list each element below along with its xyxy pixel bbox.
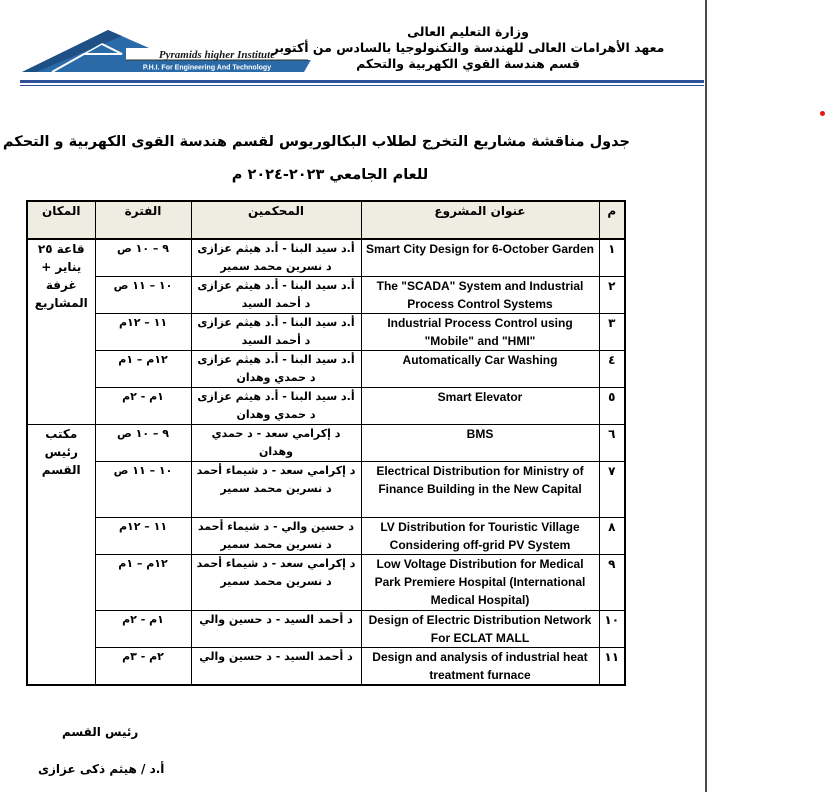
judges-line-1: د إكرامي سعد - د شيماء أحمد (196, 557, 356, 570)
institute-name: معهد الأهرامات العالى للهندسة والتكنولوجيا بالسادس من أكتوبر (271, 40, 665, 55)
judges-line-2: د نسرين محمد سمير (220, 482, 332, 495)
red-marker-dot (820, 111, 825, 116)
location-cell (27, 425, 95, 686)
judges-cell (191, 425, 361, 462)
judges-cell (191, 277, 361, 314)
signature-role: رئيس القسم (62, 725, 139, 739)
judges-line-2: وهدان (259, 445, 293, 458)
judges-line-2: د أحمد السيد (241, 334, 311, 347)
col-header-time: الفترة (95, 201, 191, 239)
time-slot: ١م - ٢م (95, 388, 191, 425)
col-header-num: م (599, 201, 625, 239)
row-number: ٧ (599, 462, 625, 518)
table-row (27, 351, 625, 388)
time-slot: ١١ – ١٢م (95, 518, 191, 555)
table-row (27, 314, 625, 351)
schedule-table (26, 200, 626, 686)
judges-cell (191, 462, 361, 518)
judges-line-2: د نسرين محمد سمير (220, 260, 332, 273)
col-header-place: المكان (27, 201, 95, 239)
document-title: جدول مناقشة مشاريع التخرج لطلاب البكالوريوس لقسم هندسة القوى الكهربية و التحكم (2, 134, 630, 150)
judges-line-1: د أحمد السيد - د حسين والي (199, 650, 353, 663)
judges-line-2: د نسرين محمد سمير (220, 575, 332, 588)
project-title: Industrial Process Control using "Mobile" and "HMI" (361, 314, 599, 351)
project-title: Electrical Distribution for Ministry of Finance Building in the New Capital (361, 462, 599, 518)
table-row (27, 648, 625, 686)
page-edge-divider (705, 0, 707, 792)
judges-line-2: د أحمد السيد (241, 297, 311, 310)
judges-line-1: أ.د سيد البنا - أ.د هيثم عزازى (197, 390, 355, 403)
time-slot: ١٠ – ١١ ص (95, 277, 191, 314)
judges-line-1: أ.د سيد البنا - أ.د هيثم عزازى (197, 316, 355, 329)
judges-cell (191, 239, 361, 277)
project-title: LV Distribution for Touristic Village Considering off-grid PV System (361, 518, 599, 555)
judges-line-1: د أحمد السيد - د حسين والي (199, 613, 353, 626)
col-header-judges: المحكمين (191, 201, 361, 239)
row-number: ٨ (599, 518, 625, 555)
judges-cell (191, 314, 361, 351)
location-text: مكتب رئيس القسم (41, 427, 81, 477)
judges-cell (191, 648, 361, 686)
document-subtitle: للعام الجامعي ٢٠٢٣-٢٠٢٤ م (231, 167, 429, 183)
row-number: ٤ (599, 351, 625, 388)
ministry-name: وزارة التعليم العالى (407, 24, 529, 39)
project-title: Design and analysis of industrial heat treatment furnace (361, 648, 599, 686)
judges-line-1: د إكرامي سعد - د شيماء أحمد (196, 464, 356, 477)
table-header-row (27, 201, 625, 239)
judges-line-2: د حمدي وهدان (236, 371, 316, 384)
time-slot: ٩ – ١٠ ص (95, 239, 191, 277)
row-number: ٩ (599, 555, 625, 611)
logo-name: Pyramids higher Institute (158, 49, 276, 61)
judges-cell (191, 388, 361, 425)
judges-line-1: أ.د سيد البنا - أ.د هيثم عزازى (197, 242, 355, 255)
time-slot: ٩ – ١٠ ص (95, 425, 191, 462)
project-title: Smart City Design for 6-October Garden (361, 239, 599, 277)
project-title: Design of Electric Distribution Network For ECLAT MALL (361, 611, 599, 648)
project-title: Smart Elevator (361, 388, 599, 425)
department-name: قسم هندسة القوي الكهربية والتحكم (356, 56, 580, 71)
time-slot: ٢م - ٣م (95, 648, 191, 686)
time-slot: ١٢م – ١م (95, 555, 191, 611)
table-row (27, 518, 625, 555)
row-number: ٥ (599, 388, 625, 425)
location-text: قاعة ٢٥ يناير + غرفة المشاريع (34, 242, 88, 310)
project-title: Low Voltage Distribution for Medical Park Premiere Hospital (International Medical Hospital) (361, 555, 599, 611)
col-header-project: عنوان المشروع (361, 201, 599, 239)
judges-line-1: د إكرامي سعد - د حمدي (211, 427, 341, 440)
institution-header (233, 24, 703, 72)
table-row (27, 462, 625, 518)
row-number: ٢ (599, 277, 625, 314)
row-number: ١١ (599, 648, 625, 686)
table-row (27, 388, 625, 425)
row-number: ٦ (599, 425, 625, 462)
row-number: ١ (599, 239, 625, 277)
judges-line-1: أ.د سيد البنا - أ.د هيثم عزازى (197, 353, 355, 366)
time-slot: ١م - ٢م (95, 611, 191, 648)
table-row (27, 425, 625, 462)
judges-cell (191, 555, 361, 611)
table-row (27, 277, 625, 314)
judges-cell (191, 518, 361, 555)
logo-tagline: P.H.I. For Engineering And Technology (142, 64, 272, 72)
time-slot: ١٠ – ١١ ص (95, 462, 191, 518)
row-number: ١٠ (599, 611, 625, 648)
table-row (27, 611, 625, 648)
judges-line-1: أ.د سيد البنا - أ.د هيثم عزازى (197, 279, 355, 292)
project-title: The "SCADA" System and Industrial Process Control Systems (361, 277, 599, 314)
judges-line-2: د نسرين محمد سمير (220, 538, 332, 551)
project-title: BMS (361, 425, 599, 462)
judges-cell (191, 611, 361, 648)
judges-line-1: د حسين والي - د شيماء أحمد (197, 520, 355, 533)
table-row (27, 239, 625, 277)
row-number: ٣ (599, 314, 625, 351)
project-title: Automatically Car Washing (361, 351, 599, 388)
time-slot: ١٢م – ١م (95, 351, 191, 388)
header-rule-thin (20, 85, 704, 86)
signature-name: أ.د / هيثم ذكى عزازى (38, 762, 165, 776)
judges-line-2: د حمدي وهدان (236, 408, 316, 421)
time-slot: ١١ – ١٢م (95, 314, 191, 351)
table-row (27, 555, 625, 611)
location-cell (27, 239, 95, 425)
judges-cell (191, 351, 361, 388)
header-rule-thick (20, 80, 704, 83)
